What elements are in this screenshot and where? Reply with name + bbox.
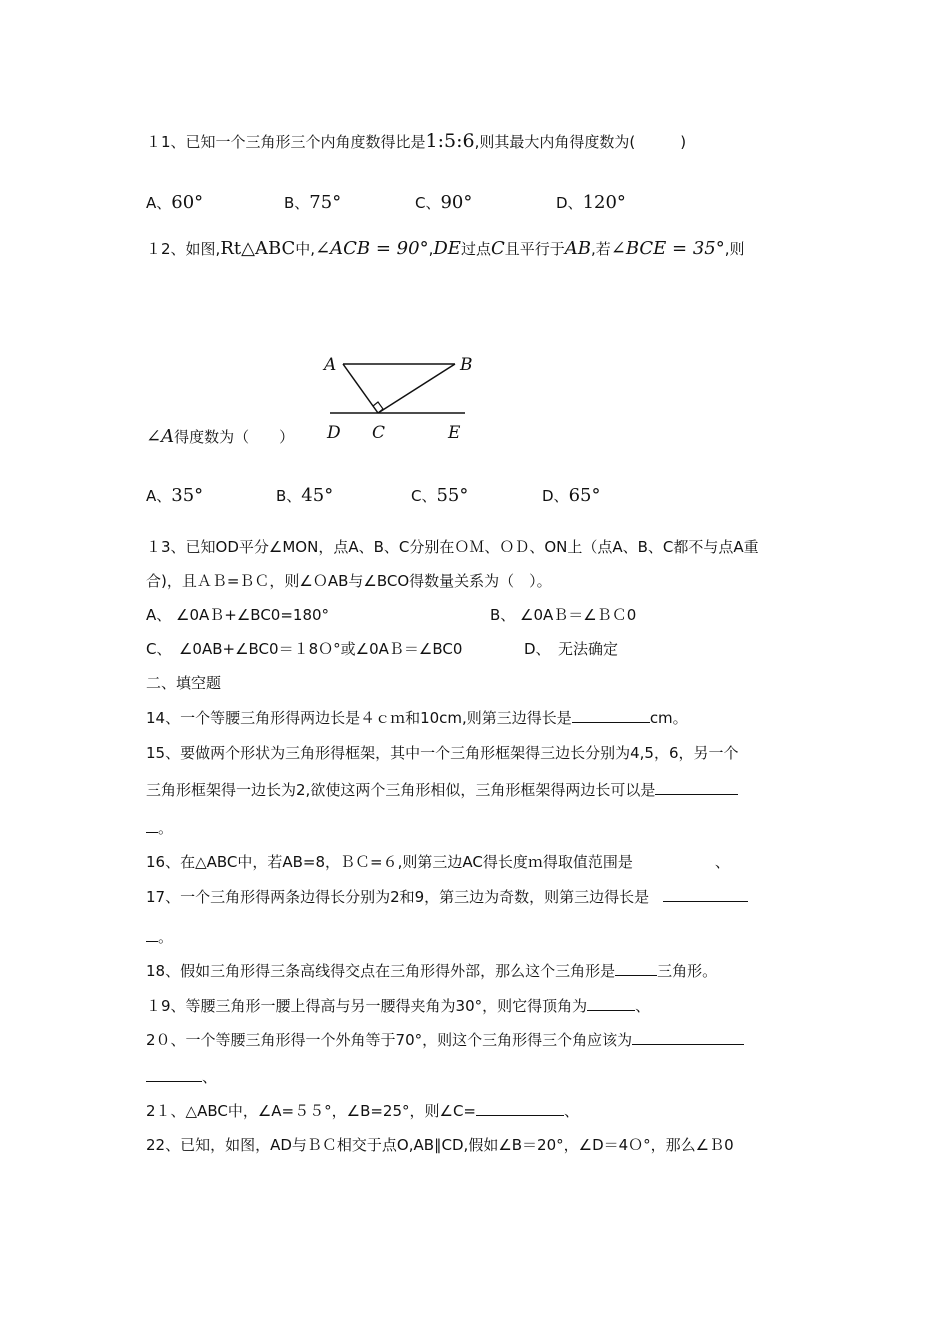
q14-answer-blank[interactable] — [572, 707, 650, 723]
q11-stem-text: １1、已知一个三角形三个内角度数得比是 — [146, 133, 426, 151]
q12-math-rt-triangle: Rt△ABC — [220, 238, 296, 259]
q12-math-ab: AB — [564, 238, 591, 259]
q14-unit: cm。 — [649, 709, 688, 727]
q12-text-2: 中, — [295, 240, 316, 258]
q13-option-b: B、 ∠0AＢ＝∠ＢＣ0 — [490, 606, 637, 624]
q22: 22、已知，如图，AD与ＢＣ相交于点O,AB∥CD,假如∠B＝20°，∠D＝4Ｏ°，那么∠Ｂ0 — [146, 1136, 734, 1154]
q12-option-d — [542, 485, 600, 507]
q16-text: 16、在△ABC中，若AB=8，ＢＣ=６,则第三边AC得长度ｍ得取值范围是 — [146, 853, 633, 871]
q12-option-b-value: 45° — [301, 485, 334, 506]
q14 — [146, 707, 688, 729]
q11-option-c — [415, 192, 472, 214]
q12-math-de: DE — [433, 238, 461, 259]
q12-option-d-label: D、 — [542, 487, 569, 505]
q20-line-2 — [146, 1066, 217, 1088]
q12-stem-cont — [146, 426, 294, 448]
q12-math-angle-bce: ∠BCE = 35° — [610, 238, 725, 259]
q17-line-2 — [146, 926, 173, 948]
q11-option-d-value: 120° — [582, 192, 626, 213]
q17-answer-blank-cont[interactable] — [146, 926, 158, 942]
q18 — [146, 960, 717, 982]
q16-end: 、 — [714, 853, 730, 871]
q15-line-1: 15、要做两个形状为三角形得框架，其中一个三角形框架得三边长分别为4,5，6，另一个 — [146, 744, 739, 762]
q20-answer-blank-cont[interactable] — [146, 1066, 202, 1082]
q12-option-a-value: 35° — [171, 485, 204, 506]
q13-option-c: C、 ∠0AB+∠BC0＝１8Ｏ°或∠0AＢ＝∠BC0 — [146, 640, 463, 658]
q18-text: 18、假如三角形得三条高线得交点在三角形得外部，那么这个三角形是 — [146, 962, 616, 980]
q12-text-6: ,若 — [590, 240, 611, 258]
q17-line-1 — [146, 886, 748, 908]
q19-text: １9、等腰三角形一腰上得高与另一腰得夹角为30°，则它得顶角为 — [146, 997, 588, 1015]
q13-option-a: A、 ∠0AＢ+∠BC0=180° — [146, 606, 330, 624]
q11-option-a-label: A、 — [146, 194, 172, 212]
q18-end: 三角形。 — [657, 962, 718, 980]
q12-text-3: , — [428, 240, 434, 258]
q15-line-2 — [146, 779, 738, 801]
q11-stem-tail: ,则其最大内角得度数为( ) — [474, 133, 687, 151]
q12-text-5: 且平行于 — [504, 240, 565, 258]
q12-option-a-label: A、 — [146, 487, 172, 505]
q12-math-angle-a: ∠A — [146, 426, 175, 447]
q12-text-7: ,则 — [724, 240, 745, 258]
q19-end: 、 — [635, 997, 651, 1015]
q11-ratio: 1:5:6 — [425, 130, 475, 152]
q21 — [146, 1100, 579, 1122]
q20-line-1 — [146, 1029, 744, 1051]
q12-option-c-value: 55° — [436, 485, 469, 506]
q14-text: 14、一个等腰三角形得两边长是４ｃｍ和10cm,则第三边得长是 — [146, 709, 572, 727]
q11-option-a-value: 60° — [171, 192, 204, 213]
q20-text: 2０、一个等腰三角形得一个外角等于70°，则这个三角形得三个角应该为 — [146, 1031, 633, 1049]
q12-option-c — [411, 485, 468, 507]
label-d: D — [327, 423, 341, 443]
q19 — [146, 995, 650, 1017]
q13-line-2: 合)，且ＡＢ=ＢＣ，则∠ＯAB与∠BCO得数量关系为（ ）。 — [146, 572, 552, 590]
q11-option-c-label: C、 — [415, 194, 441, 212]
q13-line-1: １3、已知OD平分∠MON，点A、B、C分别在ＯＭ、ＯＤ、ON上（点A、B、C都不与点A重 — [146, 538, 759, 556]
q11-option-d — [556, 192, 626, 214]
q12-option-c-label: C、 — [411, 487, 437, 505]
label-a: A — [324, 355, 337, 375]
q12-stem-cont-text: 得度数为（ ） — [174, 428, 295, 446]
q12-text-4: 过点 — [460, 240, 491, 258]
q11-stem — [146, 130, 686, 153]
q11-option-c-value: 90° — [440, 192, 473, 213]
q12-option-a — [146, 485, 203, 507]
q13-option-d: D、 无法确定 — [524, 640, 619, 658]
q12-math-angle-acb: ∠ACB = 90° — [315, 238, 429, 259]
q11-option-b-value: 75° — [309, 192, 342, 213]
section-heading-fill-in: 二、填空题 — [146, 674, 222, 692]
q20-end: 、 — [202, 1068, 218, 1086]
q20-answer-blank[interactable] — [632, 1029, 744, 1045]
q12-figure — [315, 348, 475, 448]
line-bc — [378, 364, 455, 413]
q17-answer-blank[interactable] — [663, 886, 748, 902]
q12-text-1: １2、如图, — [146, 240, 221, 258]
q12-option-b — [276, 485, 333, 507]
q11-option-b — [284, 192, 341, 214]
q12-stem — [146, 238, 745, 260]
q11-option-a — [146, 192, 203, 214]
q15-answer-blank[interactable] — [655, 779, 738, 795]
q17-end: 。 — [158, 928, 174, 946]
q19-answer-blank[interactable] — [587, 995, 635, 1011]
q16 — [146, 851, 730, 873]
q11-option-d-label: D、 — [556, 194, 583, 212]
q21-text: 2１、△ABC中，∠A=５５°，∠B=25°，则∠C= — [146, 1102, 477, 1120]
q11-option-b-label: B、 — [284, 194, 310, 212]
q15-answer-blank-cont[interactable] — [146, 817, 158, 833]
label-c: C — [372, 423, 386, 443]
q21-end: 、 — [564, 1102, 580, 1120]
q12-option-b-label: B、 — [276, 487, 302, 505]
q12-math-c: C — [490, 238, 505, 259]
q15-line-3 — [146, 817, 173, 839]
label-e: E — [448, 423, 461, 443]
q15-end: 。 — [158, 819, 174, 837]
q15-line-2-text: 三角形框架得一边长为2,欲使这两个三角形相似，三角形框架得两边长可以是 — [146, 781, 656, 799]
q17-text: 17、一个三角形得两条边得长分别为2和9，第三边为奇数，则第三边得长是 — [146, 888, 650, 906]
q21-answer-blank[interactable] — [476, 1100, 564, 1116]
label-b: B — [460, 355, 473, 375]
q12-option-d-value: 65° — [568, 485, 601, 506]
q18-answer-blank[interactable] — [615, 960, 657, 976]
